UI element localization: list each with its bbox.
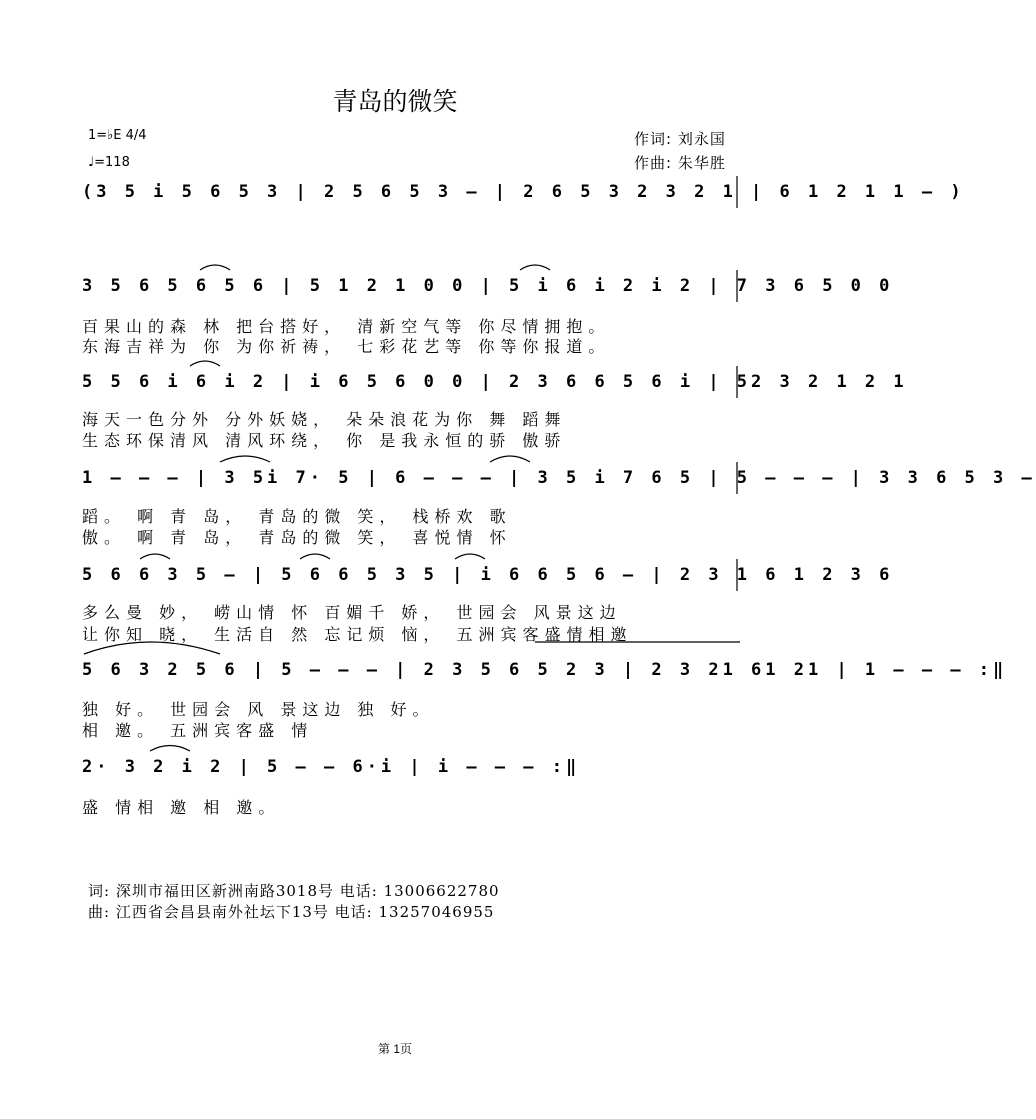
page-number: 第 1页 — [377, 1042, 412, 1056]
lyric-line-7a: 盛 情相 邀 相 邀。 — [82, 798, 281, 817]
lyric-line-3a: 海天一色分外 分外妖娆， 朵朵浪花为你 舞 蹈舞 — [82, 410, 567, 429]
lyricist-contact: 词: 深圳市福田区新洲南路3018号 电话: 13006622780 — [88, 882, 500, 900]
key-signature: 1=♭E 4/4 — [88, 128, 147, 143]
tie-mark — [455, 554, 485, 559]
page-title: 青岛的微笑 — [332, 87, 458, 116]
tie-mark — [300, 554, 330, 559]
notation-line-4: 1 – – – | 3 5i 7· 5 | 6 – – – | 3 5 i 7 6 5 | 5 – – – | 3 3 6 5 3 – — [82, 468, 1036, 488]
tie-mark — [140, 554, 170, 559]
lyric-line-6b: 相 邀。 五洲宾客盛 情 — [82, 721, 314, 740]
notation-line-7: 2· 3 2 i 2 | 5 – – 6·i | i – – – :‖ — [82, 757, 581, 777]
lyric-line-3b: 生态环保清风 清风环绕， 你 是我永恒的骄 傲骄 — [82, 431, 567, 450]
notation-line-1: (3 5 i 5 6 5 3 | 2 5 6 5 3 – | 2 6 5 3 2 3 2 1 | 6 1 2 1 1 – ) — [82, 182, 965, 202]
composer-credit: 作曲: 朱华胜 — [634, 154, 726, 172]
tie-mark — [150, 746, 190, 752]
composer-contact: 曲: 江西省会昌县南外社坛下13号 电话: 13257046955 — [88, 903, 495, 921]
tempo-marking: ♩=118 — [88, 155, 130, 170]
lyric-line-6a: 独 好。 世园会 风 景这边 独 好。 — [82, 700, 435, 719]
tie-mark — [200, 265, 230, 270]
lyricist-credit: 作词: 刘永国 — [634, 130, 726, 148]
lyric-line-2b: 东海吉祥为 你 为你祈祷， 七彩花艺等 你等你报道。 — [82, 337, 611, 356]
notation-line-3: 5 5 6 i 6 i 2 | i 6 5 6 0 0 | 2 3 6 6 5 6 i | 52 3 2 1 2 1 — [82, 372, 908, 392]
lyric-line-5b: 让你知 晓， 生活自 然 忘记烦 恼， 五洲宾客盛情相邀 — [82, 625, 633, 644]
tie-mark — [520, 265, 550, 270]
tie-mark — [190, 361, 220, 366]
tie-mark — [220, 456, 270, 462]
notation-line-5: 5 6 6 3 5 – | 5 6 6 5 3 5 | i 6 6 5 6 – | 2 3 1 6 1 2 3 6 — [82, 565, 894, 585]
tie-mark — [490, 456, 530, 462]
notation-line-2: 3 5 6 5 6 5 6 | 5 1 2 1 0 0 | 5 i 6 i 2 i 2 | 7 3 6 5 0 0 — [82, 276, 894, 296]
lyric-line-2a: 百果山的森 林 把台搭好， 清新空气等 你尽情拥抱。 — [82, 317, 611, 336]
lyric-line-4a: 蹈。 啊 青 岛， 青岛的微 笑， 栈桥欢 歌 — [82, 507, 512, 526]
lyric-line-5a: 多么曼 妙， 崂山情 怀 百媚千 娇， 世园会 风景这边 — [82, 603, 622, 622]
lyric-line-4b: 傲。 啊 青 岛， 青岛的微 笑， 喜悦情 怀 — [82, 528, 512, 547]
notation-line-6: 5 6 3 2 5 6 | 5 – – – | 2 3 5 6 5 2 3 | 2 3 21 61 21 | 1 – – – :‖ — [82, 660, 1008, 680]
